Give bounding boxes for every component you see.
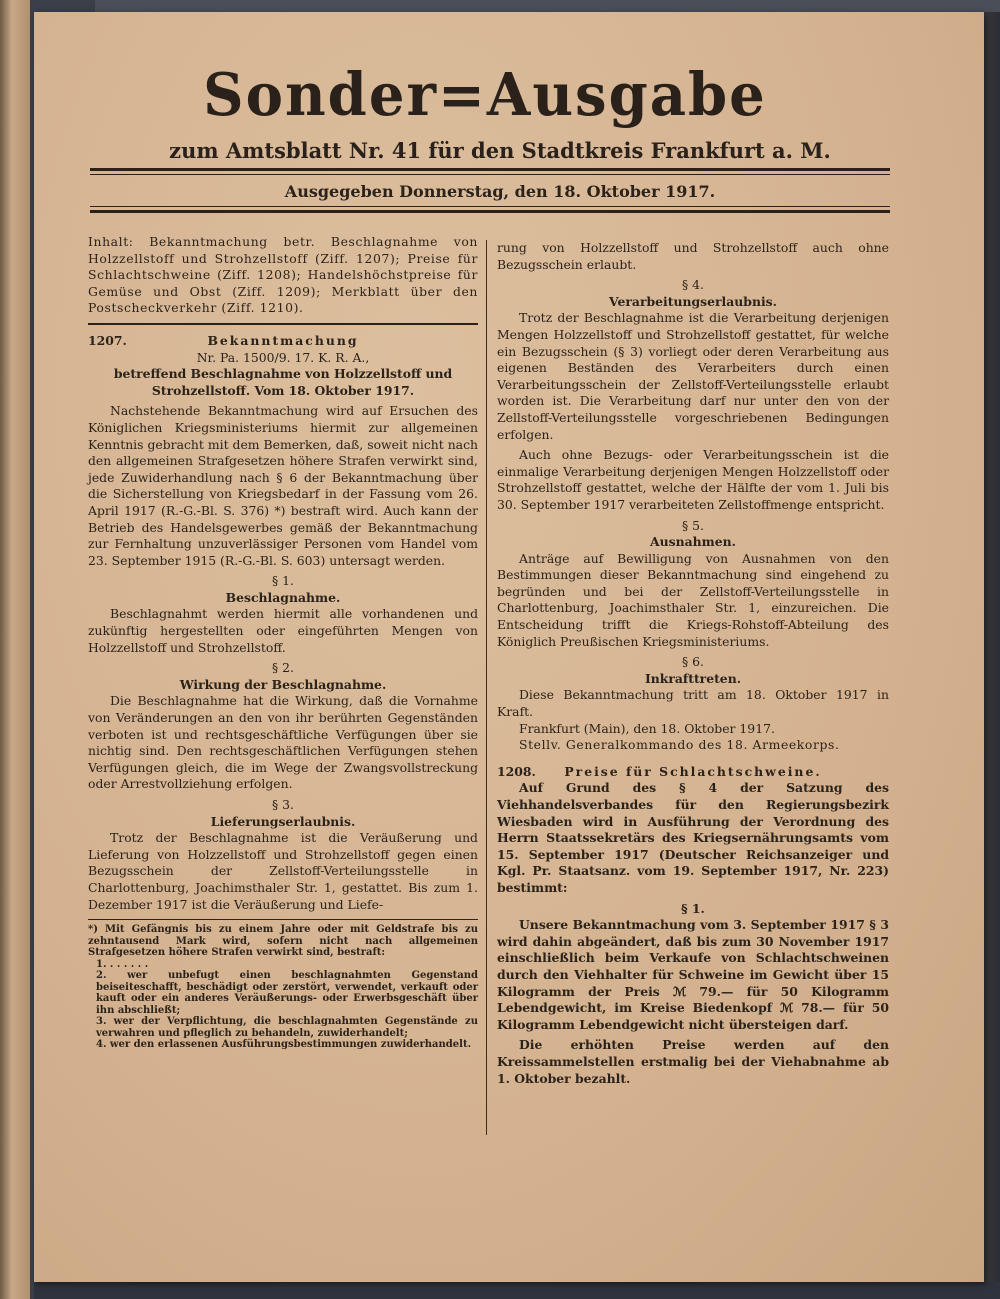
- paragraph-6-number: § 6.: [682, 654, 704, 670]
- left-column: [88, 234, 478, 1051]
- paragraph-2-title: Wirkung der Beschlagnahme.: [179, 676, 387, 692]
- paragraph-4-title: Verarbeitungserlaubnis.: [609, 293, 777, 309]
- footnote-item: 3. wer der Verpflichtung, die beschlagnahmten Gegenstände zu verwahren und pfleglich zu behandeln, zuwiderhandelt;: [96, 1016, 478, 1039]
- signature: Stellv. Generalkommando des 18. Armeekorps.: [519, 737, 840, 753]
- paragraph-2-text: Die Beschlagnahme hat die Wirkung, daß die Vornahme von Veränderungen an den von ihr berührten Gegenständen verboten ist und rechtsgeschäftliche Verfügungen über sie nichtig sind. Den rechtsgeschäftlichen Verfügungen stehen Verfügungen gleich, die im Wege der Zwangsvollstreckung oder Arrestvollziehung erfolgen.: [88, 693, 478, 792]
- footnote-intro: *) Mit Gefängnis bis zu einem Jahre oder mit Geldstrafe bis zu zehntausend Mark wird, sofern nicht nach allgemeinen Strafgesetzen höhere Strafen verwirkt sind, bestraft:: [88, 924, 478, 959]
- paragraph-1-number: § 1.: [272, 573, 294, 589]
- section-1208-paragraph-2-text: Die erhöhten Preise werden auf den Kreissammelstellen erstmalig bei der Viehabnahme ab 1. Oktober bezahlt.: [497, 1037, 889, 1086]
- rule-top-thick: [90, 168, 890, 171]
- paragraph-5-text: Anträge auf Bewilligung von Ausnahmen von den Bestimmungen dieser Bekanntmachung sind eingehend zu begründen und bei der Zellstoff-Verteilungsstelle in Charlottenburg, Joachimsthaler Str. 1, einzureichen. Die Entscheidung trifft die Kriegs-Rohstoff-Abteilung des Königlich Preußischen Kriegsministeriums.: [497, 550, 889, 649]
- section-1208-intro: Auf Grund des § 4 der Satzung des Viehhandelsverbandes für den Regierungsbezirk Wiesbaden wird in Ausführung der Verordnung des Herrn Staatssekretärs des Kriegsernährungsamts vom 15. September 1917 (Deutscher Reichsanzeiger und Kgl. Pr. Staatsanz. vom 19. September 1917, Nr. 223) bestimmt:: [497, 780, 889, 895]
- footnote-item: 1. . . . . . .: [96, 958, 149, 970]
- page-edge-bottom: [34, 1282, 1000, 1299]
- section-number: 1208.: [497, 763, 536, 779]
- continued-text: rung von Holzzellstoff und Strohzellstoff auch ohne Bezugsschein erlaubt.: [497, 240, 889, 272]
- footnote-rule: [88, 919, 478, 920]
- paragraph-1-title: Beschlagnahme.: [225, 589, 341, 605]
- section-1207-header: [88, 333, 478, 350]
- section-1208-header: [497, 764, 889, 781]
- paragraph-4-text: Auch ohne Bezugs- oder Verarbeitungsschein ist die einmalige Verarbeitung derjenigen Mengen Holzzellstoff oder Strohzellstoff gestattet, welche der Hälfte der vom 1. Juli bis 30. September 1917 verarbeiteten Zellstoffmenge entspricht.: [497, 447, 889, 512]
- paragraph-6-text: Diese Bekanntmachung tritt am 18. Oktober 1917 in Kraft.: [497, 687, 889, 720]
- section-1208-paragraph-1-number: § 1.: [681, 900, 705, 916]
- paragraph-4-text: Trotz der Beschlagnahme ist die Verarbeitung derjenigen Mengen Holzzellstoff und Strohzellstoff gestattet, für welche ein Bezugsschein (§ 3) vorliegt oder deren Verarbeitung aus eigenen Beständen des Verarbeiters durch einen Verarbeitungsschein der Zellstoff-Verteilungsstelle erlaubt worden ist. Die Verarbeitung darf nur unter den von der Zellstoff-Verteilungsstelle vorgeschriebenen Bedingungen erfolgen.: [497, 310, 889, 442]
- paragraph-3-title: Lieferungserlaubnis.: [210, 813, 356, 829]
- section-heading: Preise für Schlachtschweine.: [564, 763, 822, 779]
- paragraph-5-number: § 5.: [682, 517, 704, 533]
- masthead-subtitle: zum Amtsblatt Nr. 41 für den Stadtkreis Frankfurt a. M.: [169, 138, 831, 163]
- paragraph-4-number: § 4.: [682, 277, 704, 293]
- right-column: [497, 240, 889, 1087]
- place-date: Frankfurt (Main), den 18. Oktober 1917.: [519, 720, 775, 736]
- page-edge-right: [984, 12, 1000, 1299]
- section-intro: Nachstehende Bekanntmachung wird auf Ersuchen des Königlichen Kriegsministeriums hiermit zur allgemeinen Kenntnis gebracht mit dem Bemerken, daß, soweit nicht nach den allgemeinen Strafgesetzen höhere Strafen verwirkt sind, jede Zuwiderhandlung nach § 6 der Bekanntmachung über die Sicherstellung von Kriegsbedarf in der Fassung vom 26. April 1917 (R.-G.-Bl. S. 376) *) bestraft wird. Auch kann der Betrieb des Handelsgewerbes gemäß der Bekanntmachung zur Fernhaltung unzuverlässiger Personen vom Handel vom 23. September 1915 (R.-G.-Bl. S. 603) untersagt werden.: [88, 403, 478, 568]
- rule-top-thin: [90, 174, 890, 175]
- section-1208-paragraph-1-text: Unsere Bekanntmachung vom 3. September 1917 § 3 wird dahin abgeändert, daß bis zum 30 November 1917 einschließlich beim Verkaufe von Schlachtschweinen durch den Viehhalter für Schweine im Gewicht über 15 Kilogramm der Preis ℳ 79.— für 50 Kilogramm Lebendgewicht, im Kreise Biedenkopf ℳ 78.— für 50 Kilogramm Lebendgewicht nicht übersteigen darf.: [497, 917, 889, 1032]
- contents-rule: [88, 323, 478, 325]
- rule-mid-thin: [90, 206, 890, 207]
- paragraph-3-number: § 3.: [272, 797, 294, 812]
- rule-mid-thick: [90, 210, 890, 213]
- footnote-item: 2. wer unbefugt einen beschlagnahmten Gegenstand beiseiteschafft, beschädigt oder zerstört, verwendet, verkauft oder kauft oder ein anderes Veräußerungs- oder Erwerbsgeschäft über ihn abschließt;: [96, 970, 478, 1016]
- section-reference: Nr. Pa. 1500/9. 17. K. R. A.,: [196, 349, 370, 365]
- section-subject: betreffend Beschlagnahme von Holzzellstoff und Strohzellstoff. Vom 18. Oktober 1917.: [113, 366, 453, 398]
- paragraph-1-text: Beschlagnahmt werden hiermit alle vorhandenen und zukünftig hergestellten oder eingeführten Mengen von Holzzellstoff und Strohzellstoff.: [88, 606, 478, 655]
- section-heading: Bekanntmachung: [207, 332, 359, 348]
- paragraph-3-text: Trotz der Beschlagnahme ist die Veräußerung und Lieferung von Holzzellstoff und Strohzellstoff gegen einen Bezugsschein der Zellstoff-Verteilungsstelle in Charlottenburg, Joachimsthaler Str. 1, gestattet. Bis zum 1. Dezember 1917 ist die Veräußerung und Liefe-: [88, 830, 478, 912]
- section-number: 1207.: [88, 332, 127, 348]
- masthead-title: Sonder=Ausgabe: [203, 60, 767, 130]
- paragraph-2-number: § 2.: [272, 660, 294, 676]
- footnote-item: 4. wer den erlassenen Ausführungsbestimmungen zuwiderhandelt.: [96, 1039, 472, 1051]
- footnote: [88, 924, 478, 1051]
- table-of-contents: Inhalt: Bekanntmachung betr. Beschlagnahme von Holzzellstoff und Strohzellstoff (Ziff. 1207); Preise für Schlachtschweine (Ziff. 1208); Handelshöchstpreise für Gemüse und Obst (Ziff. 1209); Merkblatt über den Postscheckverkehr (Ziff. 1210).: [88, 234, 478, 316]
- paragraph-6-title: Inkrafttreten.: [644, 670, 742, 686]
- column-divider: [486, 240, 487, 1135]
- issue-date: Ausgegeben Donnerstag, den 18. Oktober 1917.: [284, 182, 716, 201]
- book-binding: [0, 0, 30, 1299]
- paragraph-5-title: Ausnahmen.: [650, 534, 736, 550]
